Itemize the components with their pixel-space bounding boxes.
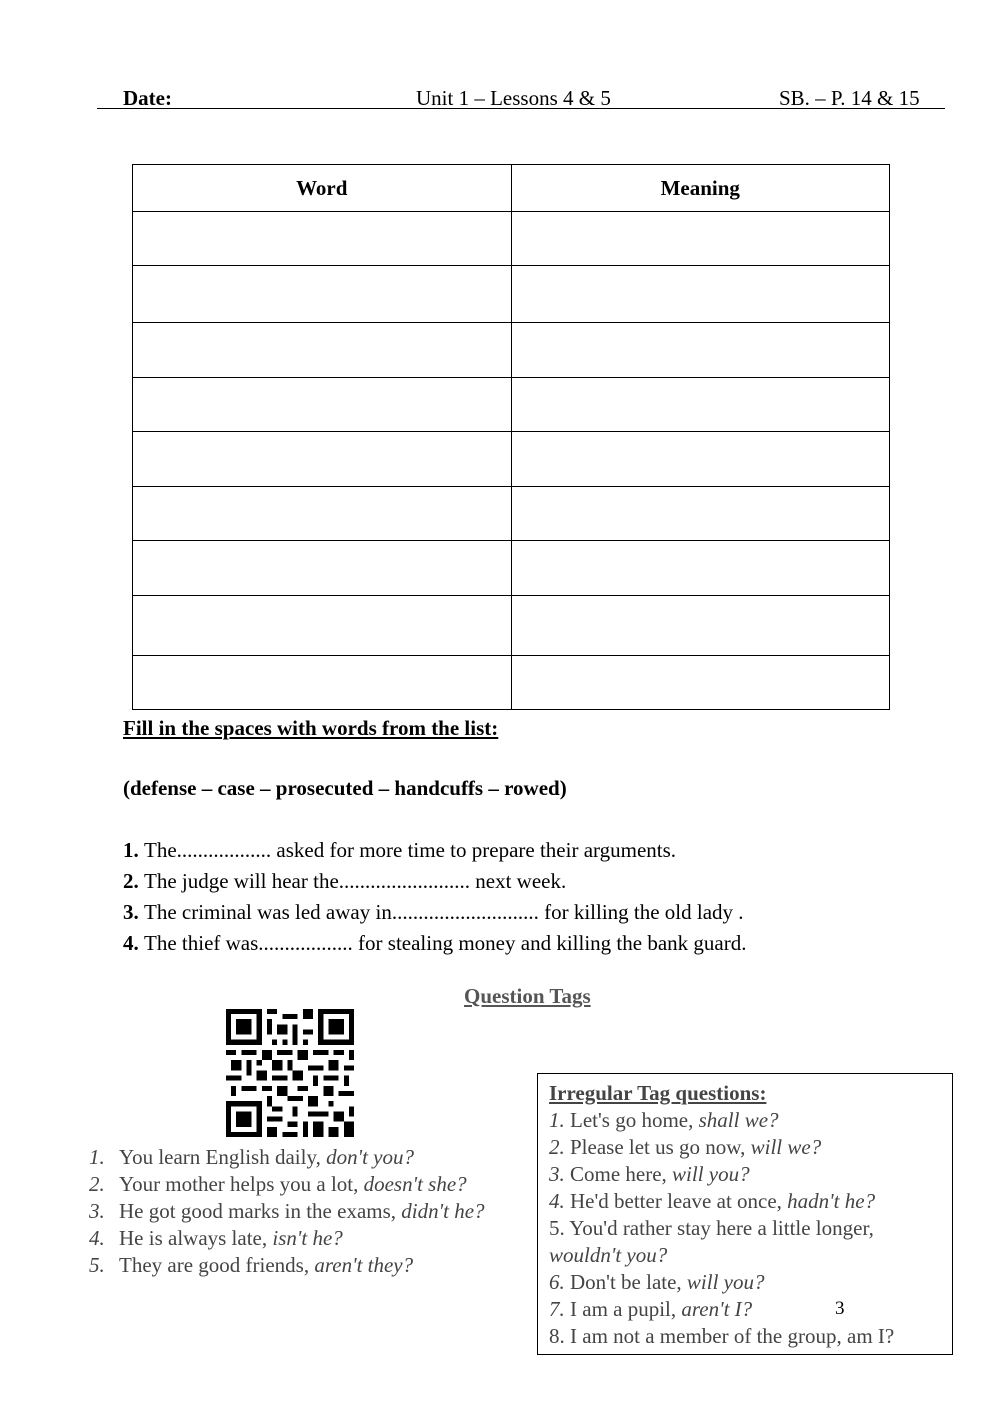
irregular-tags-title: Irregular Tag questions:: [549, 1081, 767, 1105]
example-text: He got good marks in the exams,: [119, 1199, 402, 1223]
list-item: [89, 1225, 485, 1252]
example-tag: aren't they?: [314, 1253, 414, 1277]
list-item: [549, 1188, 894, 1215]
item-tag: wouldn't you?: [549, 1243, 668, 1267]
list-item: [549, 1107, 894, 1134]
item-tag: shall we?: [698, 1108, 779, 1132]
list-item: [89, 1198, 485, 1225]
list-item: [549, 1323, 894, 1350]
meaning-cell[interactable]: [511, 212, 890, 266]
sentence-text: The thief was.................. for stealing money and killing the bank guard.: [144, 931, 747, 955]
item-number: 5.: [89, 1253, 105, 1277]
item-text: Come here,: [564, 1162, 673, 1186]
item-number: 8.: [549, 1324, 565, 1348]
item-number: 3.: [89, 1199, 105, 1223]
vocab-table: [132, 164, 890, 710]
meaning-cell[interactable]: [511, 432, 890, 487]
sentence-text: The criminal was led away in............................ for killing the old lady .: [144, 900, 744, 924]
word-list: (defense – case – prosecuted – handcuffs – rowed): [123, 776, 567, 800]
header-underline: [97, 108, 945, 109]
fill-in-sentences: [123, 837, 746, 961]
list-item: [549, 1134, 894, 1161]
sentence-number: 2.: [123, 869, 139, 893]
question-tag-examples: [89, 1144, 485, 1279]
list-item: [89, 1171, 485, 1198]
item-number: 2.: [89, 1172, 105, 1196]
list-item: [123, 930, 746, 961]
item-text: I am not a member of the group, am I?: [564, 1324, 895, 1348]
meaning-cell[interactable]: [511, 378, 890, 432]
word-cell[interactable]: [133, 323, 512, 378]
list-item: [123, 837, 746, 868]
sentence-number: 1.: [123, 838, 139, 862]
question-tags-title: Question Tags: [464, 984, 591, 1008]
fill-in-title: Fill in the spaces with words from the list:: [123, 716, 499, 740]
item-text: Please let us go now,: [564, 1135, 751, 1159]
example-text: They are good friends,: [119, 1253, 315, 1277]
example-tag: don't you?: [326, 1145, 414, 1169]
item-number: 1.: [549, 1108, 565, 1132]
date-label: Date:: [123, 86, 172, 110]
sentence-number: 3.: [123, 900, 139, 924]
item-text: You'd rather stay here a little longer,: [564, 1216, 874, 1240]
word-cell[interactable]: [133, 656, 512, 710]
list-item: [549, 1215, 894, 1242]
sentence-text: The judge will hear the......................... next week.: [144, 869, 567, 893]
word-cell[interactable]: [133, 541, 512, 596]
meaning-cell[interactable]: [511, 656, 890, 710]
word-cell[interactable]: [133, 596, 512, 656]
word-cell[interactable]: [133, 212, 512, 266]
qr-code-icon[interactable]: [226, 1008, 354, 1138]
item-number: 4.: [89, 1226, 105, 1250]
item-tag: will you?: [672, 1162, 750, 1186]
page-number: 3: [835, 1298, 845, 1319]
item-number: 7.: [549, 1297, 565, 1321]
item-tag: will we?: [750, 1135, 822, 1159]
example-text: You learn English daily,: [119, 1145, 327, 1169]
page-reference: SB. – P. 14 & 15: [779, 86, 920, 110]
example-text: Your mother helps you a lot,: [119, 1172, 364, 1196]
item-text: Don't be late,: [564, 1270, 687, 1294]
example-tag: isn't he?: [272, 1226, 343, 1250]
unit-title: Unit 1 – Lessons 4 & 5: [416, 86, 611, 110]
word-cell[interactable]: [133, 432, 512, 487]
word-cell[interactable]: [133, 266, 512, 323]
example-tag: didn't he?: [401, 1199, 485, 1223]
list-item: [89, 1252, 485, 1279]
list-item: [549, 1161, 894, 1188]
meaning-cell[interactable]: [511, 266, 890, 323]
meaning-cell[interactable]: [511, 323, 890, 378]
example-tag: doesn't she?: [363, 1172, 467, 1196]
item-number: 6.: [549, 1270, 565, 1294]
meaning-cell[interactable]: [511, 596, 890, 656]
sentence-text: The.................. asked for more time to prepare their arguments.: [144, 838, 677, 862]
word-column-header: Word: [133, 165, 512, 212]
list-item: [549, 1242, 894, 1269]
list-item: [549, 1269, 894, 1296]
meaning-column-header: Meaning: [511, 165, 890, 212]
word-cell[interactable]: [133, 378, 512, 432]
sentence-number: 4.: [123, 931, 139, 955]
item-text: Let's go home,: [564, 1108, 699, 1132]
meaning-cell[interactable]: [511, 487, 890, 541]
word-cell[interactable]: [133, 487, 512, 541]
example-text: He is always late,: [119, 1226, 273, 1250]
item-tag: aren't I?: [681, 1297, 753, 1321]
item-number: 3.: [549, 1162, 565, 1186]
item-number: 4.: [549, 1189, 565, 1213]
list-item: [123, 868, 746, 899]
item-text: He'd better leave at once,: [564, 1189, 788, 1213]
item-number: 1.: [89, 1145, 105, 1169]
item-tag: hadn't he?: [787, 1189, 876, 1213]
item-number: 5.: [549, 1216, 565, 1240]
item-tag: will you?: [686, 1270, 765, 1294]
list-item: [123, 899, 746, 930]
item-text: I am a pupil,: [564, 1297, 682, 1321]
list-item: [89, 1144, 485, 1171]
meaning-cell[interactable]: [511, 541, 890, 596]
item-number: 2.: [549, 1135, 565, 1159]
